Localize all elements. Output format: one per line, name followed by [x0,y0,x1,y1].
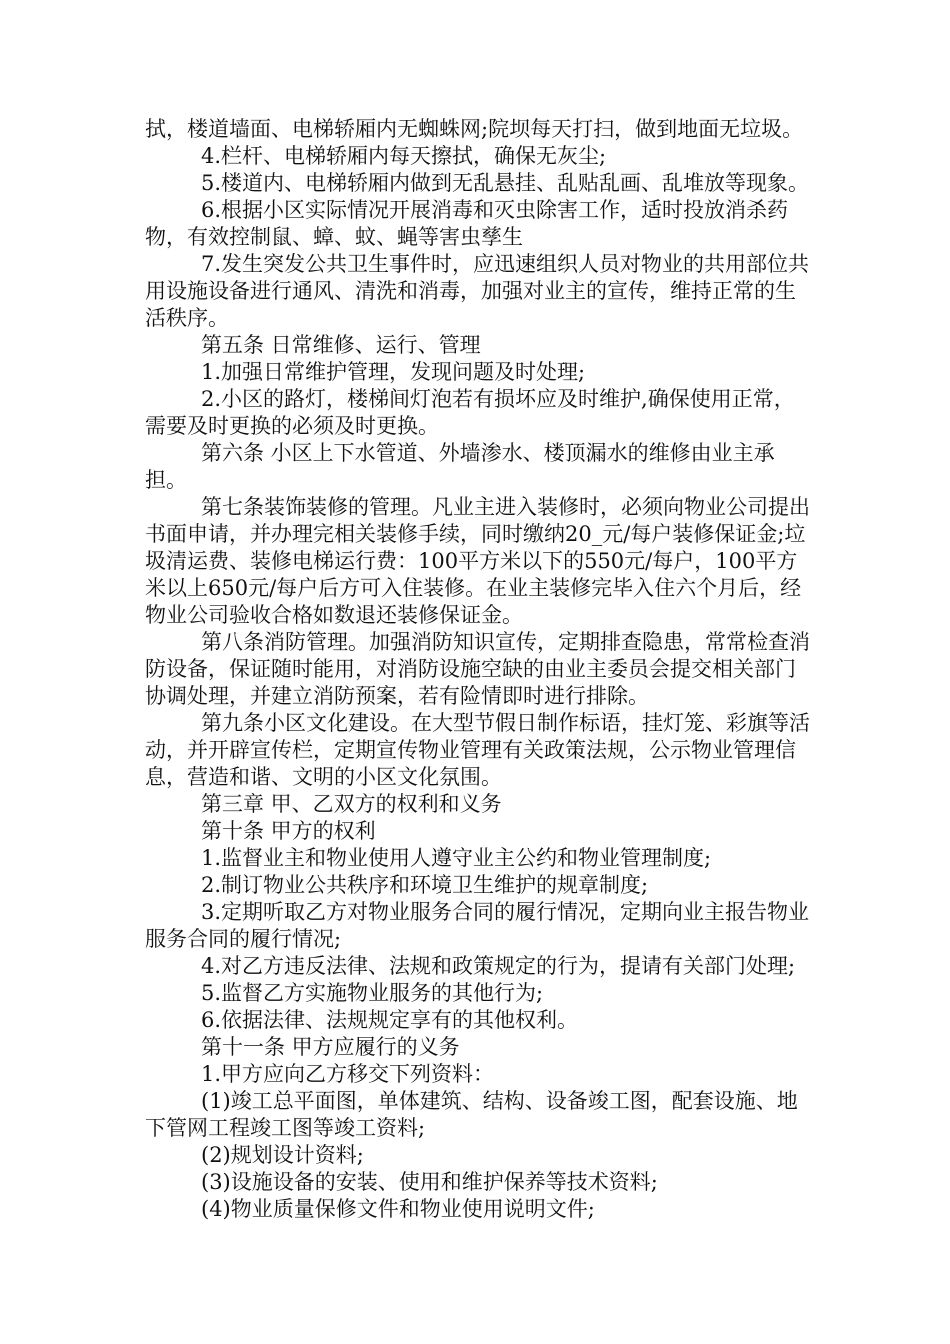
paragraph: 第七条装饰装修的管理。凡业主进入装修时，必须向物业公司提出书面申请，并办理完相关装修手续，同时缴纳20_元/每户装修保证金;垃圾清运费、装修电梯运行费：100平方米以下的550元/每户，100平方米以上650元/每户后方可入住装修。在业主装修完毕入住六个月后，经物业公司验收合格如数退还装修保证金。 [145,495,810,627]
paragraph: 1.加强日常维护管理，发现问题及时处理; [201,360,586,384]
paragraph: 第六条 小区上下水管道、外墙渗水、楼顶漏水的维修由业主承担。 [145,441,775,492]
section-heading: 第五条 日常维修、运行、管理 [201,333,481,357]
paragraph: 1.甲方应向乙方移交下列资料： [201,1062,495,1086]
paragraph: 1.监督业主和物业使用人遵守业主公约和物业管理制度; [201,846,712,870]
paragraph: 第九条小区文化建设。在大型节假日制作标语，挂灯笼、彩旗等活动，并开辟宣传栏，定期宣传物业管理有关政策法规，公示物业管理信息，营造和谐、文明的小区文化氛围。 [145,711,810,789]
chapter-heading: 第三章 甲、乙双方的权利和义务 [201,792,502,816]
paragraph: 5.监督乙方实施物业服务的其他行为; [201,981,544,1005]
paragraph: 7.发生突发公共卫生事件时，应迅速组织人员对物业的共用部位共用设施设备进行通风、清洗和消毒，加强对业主的宣传，维持正常的生活秩序。 [145,252,810,330]
paragraph: (3)设施设备的安装、使用和维护保养等技术资料; [201,1170,658,1194]
paragraph: (1)竣工总平面图，单体建筑、结构、设备竣工图，配套设施、地下管网工程竣工图等竣工资料; [145,1089,798,1140]
paragraph: 6.根据小区实际情况开展消毒和灭虫除害工作，适时投放消杀药物，有效控制鼠、蟑、蚊、蝇等害虫孳生 [145,198,789,249]
paragraph: (2)规划设计资料; [201,1143,364,1167]
paragraph: (4)物业质量保修文件和物业使用说明文件; [201,1197,595,1221]
paragraph: 6.依据法律、法规规定享有的其他权利。 [201,1008,579,1032]
section-heading: 第十条 甲方的权利 [201,819,376,843]
paragraph: 4.栏杆、电梯轿厢内每天擦拭，确保无灰尘; [201,144,607,168]
paragraph: 拭，楼道墙面、电梯轿厢内无蜘蛛网;院坝每天打扫，做到地面无垃圾。 [145,117,804,141]
paragraph: 2.制订物业公共秩序和环境卫生维护的规章制度; [201,873,649,897]
paragraph: 2.小区的路灯，楼梯间灯泡若有损坏应及时维护,确保使用正常，需要及时更换的必须及时更换。 [145,387,795,438]
document-body [145,116,813,1223]
section-heading: 第十一条 甲方应履行的义务 [201,1035,460,1059]
paragraph: 4.对乙方违反法律、法规和政策规定的行为，提请有关部门处理; [201,954,796,978]
paragraph: 第八条消防管理。加强消防知识宣传，定期排查隐患，常常检查消防设备，保证随时能用，对消防设施空缺的由业主委员会提交相关部门协调处理，并建立消防预案，若有险情即时进行排除。 [145,630,810,708]
paragraph: 3.定期听取乙方对物业服务合同的履行情况，定期向业主报告物业服务合同的履行情况; [145,900,810,951]
paragraph: 5.楼道内、电梯轿厢内做到无乱悬挂、乱贴乱画、乱堆放等现象。 [201,171,810,195]
